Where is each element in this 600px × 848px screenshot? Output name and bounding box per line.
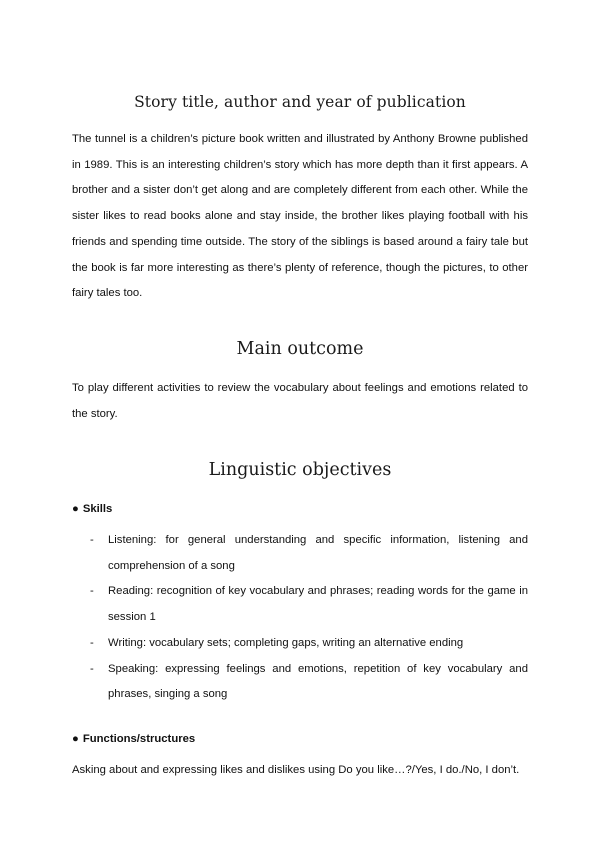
functions-label [72,733,195,745]
functions-label-text: Functions/structures [82,733,196,745]
skill-text: Speaking: expressing feelings and emotions, repetition of key vocabulary and phrases, singing a song [108,662,528,701]
skill-item-reading [90,579,528,630]
skill-item-writing [90,631,528,657]
dash-marker: - [90,585,94,598]
skill-item-speaking [90,657,528,708]
skill-item-listening [90,528,528,579]
skills-label [72,503,112,515]
bullet-icon: ● [72,733,79,745]
outcome-section-title: Main outcome [236,339,364,359]
functions-text: Asking about and expressing likes and dislikes using Do you like…?/Yes, I do./No, I don’t. [72,764,520,776]
story-section-text: The tunnel is a children’s picture book written and illustrated by Anthony Browne published in 1989. This is an interesting children’s story which has more depth than it first appears. A brother and a sister don’t get along and are completely different from each other. While the sister likes to read books alone and stay inside, the brother likes playing football with his friends and spending time outside. The story of the siblings is based around a fairy tale but the book is far more interesting as there’s plenty of reference, though the pictures, to other fairy tales too. [72,133,528,300]
skills-label-text: Skills [82,503,113,515]
dash-marker: - [90,662,94,675]
outcome-section-text: To play different activities to review the vocabulary about feelings and emotions related to the story. [72,382,528,420]
story-section-title: Story title, author and year of publication [134,93,466,111]
skills-list [90,528,528,708]
dash-marker: - [90,534,94,546]
skill-text: Listening: for general understanding and specific information, listening and comprehension of a song [108,534,528,572]
skill-text: Reading: recognition of key vocabulary and phrases; reading words for the game in session 1 [108,585,528,624]
objectives-section-title: Linguistic objectives [208,460,392,480]
skill-text: Writing: vocabulary sets; completing gaps, writing an alternative ending [108,636,464,649]
bullet-icon: ● [72,503,79,515]
dash-marker: - [90,636,94,649]
